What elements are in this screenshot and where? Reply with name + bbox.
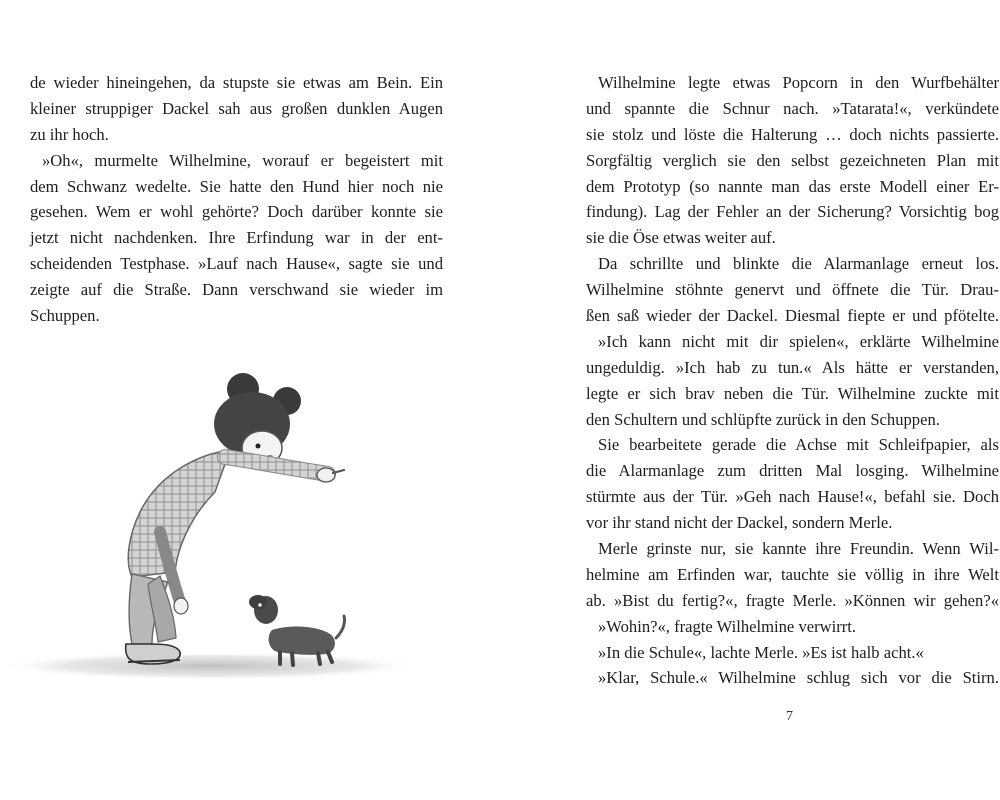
text-line: und spannte die Schnur nach. »Tatarata!«, verkündete (586, 98, 999, 118)
text-line: stürmte aus der Tür. »Geh nach Hause!«, befahl sie. Doch (586, 487, 999, 507)
left-page-text (30, 70, 443, 329)
text-line: dem Schwanz wedelte. Sie hatte den Hund hier noch nie (30, 176, 443, 196)
text-line: die Alarmanlage zum dritten Mal losging. Wilhelmine (586, 461, 999, 481)
text-line: sie stolz und löste die Halterung … doch nichts passierte. (586, 124, 999, 144)
text-line: jetzt nicht nachdenken. Ihre Erfindung war in der ent- (30, 228, 443, 248)
text-line: »Wohin?«, fragte Wilhelmine verwirrt. (598, 616, 857, 636)
text-line: Sorgfältig verglich sie den selbst gezeichneten Plan mit (586, 150, 999, 170)
text-line: vor ihr stand nicht der Dackel, sondern Merle. (586, 513, 893, 533)
text-line: Merle grinste nur, sie kannte ihre Freundin. Wenn Wil- (598, 539, 999, 559)
text-line: sie die Öse etwas weiter auf. (586, 228, 776, 248)
text-line: kleiner struppiger Dackel sah aus großen dunklen Augen (30, 98, 443, 118)
text-line: Wilhelmine stöhnte genervt und öffnete die Tür. Drau- (586, 280, 999, 300)
page-number: 7 (786, 709, 793, 724)
text-line: gesehen. Wem er wohl gehörte? Doch darüber konnte sie (30, 202, 443, 222)
text-line: ab. »Bist du fertig?«, fragte Merle. »Können wir gehen?« (586, 590, 999, 610)
text-line: Schuppen. (30, 306, 100, 326)
right-page-text (586, 70, 999, 691)
text-line: den Schultern und schlüpfte zurück in den Schuppen. (586, 409, 940, 429)
text-line: zu ihr hoch. (30, 124, 109, 144)
text-line: Wilhelmine legte etwas Popcorn in den Wurfbehälter (598, 73, 999, 92)
text-line: de wieder hineingehen, da stupste sie etwas am Bein. Ein (30, 73, 443, 92)
text-line: ungeduldig. »Ich hab zu tun.« Als hätte er verstanden, (586, 357, 999, 377)
text-line: Da schrillte und blinkte die Alarmanlage erneut los. (598, 254, 999, 274)
right-page (500, 0, 1000, 800)
text-line: findung). Lag der Fehler an der Sicherung? Vorsichtig bog (586, 202, 999, 222)
text-line: dem Prototyp (so nannte man das erste Modell einer Er- (586, 176, 999, 196)
text-line: »Oh«, murmelte Wilhelmine, worauf er begeistert mit (42, 150, 443, 170)
girl-and-dachshund-illustration (0, 362, 420, 692)
text-line: »In die Schule«, lachte Merle. »Es ist halb acht.« (598, 642, 924, 662)
text-line: Sie bearbeitete gerade die Achse mit Schleifpapier, als (598, 435, 999, 455)
text-line: ßen saß wieder der Dackel. Diesmal fiepte er und pfötelte. (586, 306, 999, 326)
left-page (0, 0, 480, 800)
text-line: »Klar, Schule.« Wilhelmine schlug sich vor die Stirn. (598, 668, 999, 688)
text-line: scheidenden Testphase. »Lauf nach Hause«, sagte sie und (30, 254, 443, 274)
text-line: »Ich kann nicht mit dir spielen«, erklärte Wilhelmine (598, 331, 999, 351)
text-line: zeigte auf die Straße. Dann verschwand sie wieder im (30, 280, 443, 300)
text-line: legte er sich brav neben die Tür. Wilhelmine zuckte mit (586, 383, 999, 403)
text-line: helmine am Erfinden war, tauchte sie völlig in ihre Welt (586, 564, 999, 584)
